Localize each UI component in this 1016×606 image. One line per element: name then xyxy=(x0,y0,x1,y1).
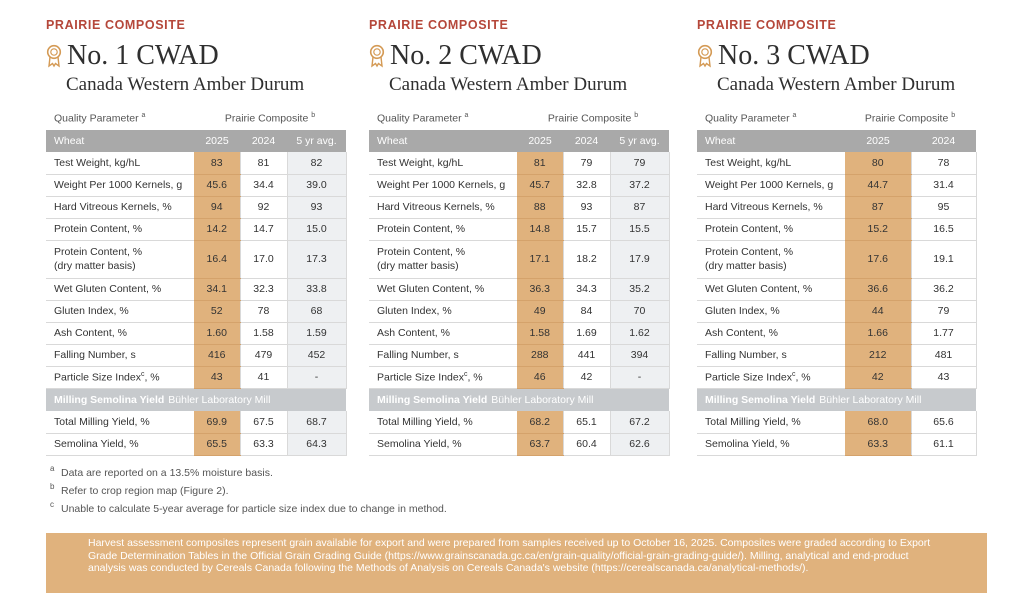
value-2024: 441 xyxy=(563,344,610,366)
value-2024: 65.6 xyxy=(911,411,976,433)
footnote-text: Data are reported on a 13.5% moisture basis. xyxy=(61,467,273,479)
row-label: Hard Vitreous Kernels, % xyxy=(369,196,517,218)
quality-parameter-label: Quality Parameter xyxy=(54,112,139,125)
row-label xyxy=(46,366,194,388)
row-label: Ash Content, % xyxy=(369,322,517,344)
row-label: Falling Number, s xyxy=(46,344,194,366)
value-2025: 1.58 xyxy=(517,322,563,344)
value-2025: 80 xyxy=(845,152,911,174)
footnote-mark: b xyxy=(311,112,316,119)
row-label xyxy=(46,240,194,278)
row-label-text: Particle Size Index xyxy=(705,371,792,384)
value-2025: 1.60 xyxy=(194,322,240,344)
value-2024: 43 xyxy=(911,366,976,388)
table-row xyxy=(369,174,669,196)
row-label xyxy=(697,240,845,278)
milling-heading xyxy=(369,388,669,411)
value-2024: 15.7 xyxy=(563,218,610,240)
table-row xyxy=(697,240,976,278)
footnote-mark: b xyxy=(951,112,956,119)
value-2025: 63.7 xyxy=(517,433,563,455)
table-row xyxy=(46,322,346,344)
value-2025: 63.3 xyxy=(845,433,911,455)
quality-parameter-heading xyxy=(697,112,845,128)
row-label: Falling Number, s xyxy=(697,344,845,366)
footnote-mark: a xyxy=(141,112,146,119)
column-group-header xyxy=(369,112,670,128)
row-label: Gluten Index, % xyxy=(697,300,845,322)
value-2024: 60.4 xyxy=(563,433,610,455)
table-row xyxy=(369,196,669,218)
table-row xyxy=(46,411,346,433)
row-label-line2: (dry matter basis) xyxy=(54,260,136,272)
value-2025: 288 xyxy=(517,344,563,366)
table-row xyxy=(697,218,976,240)
quality-parameter-label: Quality Parameter xyxy=(705,112,790,125)
table-row xyxy=(46,152,346,174)
medal-icon xyxy=(697,44,713,68)
column-group-header xyxy=(697,112,977,128)
table-row xyxy=(697,300,976,322)
footnote-text: Unable to calculate 5-year average for particle size index due to change in method. xyxy=(61,503,447,515)
row-label: Gluten Index, % xyxy=(46,300,194,322)
value-2024: 32.3 xyxy=(240,278,287,300)
milling-title: Milling Semolina Yield xyxy=(377,393,488,406)
row-label: Hard Vitreous Kernels, % xyxy=(46,196,194,218)
value-2025: 1.66 xyxy=(845,322,911,344)
row-label: Gluten Index, % xyxy=(369,300,517,322)
value-5yr-avg: 68 xyxy=(287,300,346,322)
value-2025: 88 xyxy=(517,196,563,218)
value-2025: 14.8 xyxy=(517,218,563,240)
panel-title: No. 2 CWAD xyxy=(390,40,542,71)
value-5yr-avg: 82 xyxy=(287,152,346,174)
value-5yr-avg: 87 xyxy=(610,196,669,218)
quality-parameter-label: Quality Parameter xyxy=(377,112,462,125)
footnote-mark: a xyxy=(464,112,469,119)
table-row xyxy=(46,344,346,366)
header-wheat: Wheat xyxy=(46,130,194,152)
value-2025: 52 xyxy=(194,300,240,322)
row-label: Total Milling Yield, % xyxy=(697,411,845,433)
milling-section-header xyxy=(369,388,669,411)
value-2024: 1.77 xyxy=(911,322,976,344)
value-2024: 93 xyxy=(563,196,610,218)
row-label: Total Milling Yield, % xyxy=(46,411,194,433)
header-2025: 2025 xyxy=(194,130,240,152)
value-2025: 43 xyxy=(194,366,240,388)
milling-subtitle: Bühler Laboratory Mill xyxy=(819,393,922,406)
table-row xyxy=(697,366,976,388)
value-2025: 65.5 xyxy=(194,433,240,455)
value-5yr-avg: 15.5 xyxy=(610,218,669,240)
table-row xyxy=(697,433,976,455)
header-2024: 2024 xyxy=(563,130,610,152)
value-2025: 94 xyxy=(194,196,240,218)
panel-title: No. 3 CWAD xyxy=(718,40,870,71)
table-row xyxy=(369,218,669,240)
value-5yr-avg: 17.3 xyxy=(287,240,346,278)
quality-parameter-heading xyxy=(369,112,517,128)
value-2025: 34.1 xyxy=(194,278,240,300)
row-label: Protein Content, % xyxy=(369,218,517,240)
value-5yr-avg: 68.7 xyxy=(287,411,346,433)
table-row xyxy=(369,152,669,174)
value-2025: 212 xyxy=(845,344,911,366)
value-2024: 41 xyxy=(240,366,287,388)
title-row xyxy=(369,41,670,71)
table-row xyxy=(697,344,976,366)
row-label-text: Particle Size Index xyxy=(377,371,464,384)
quality-parameter-heading xyxy=(46,112,194,128)
row-label-suffix: , % xyxy=(467,371,483,384)
value-2024: 18.2 xyxy=(563,240,610,278)
row-label: Total Milling Yield, % xyxy=(369,411,517,433)
row-label: Ash Content, % xyxy=(46,322,194,344)
value-2024: 1.58 xyxy=(240,322,287,344)
table-row xyxy=(46,174,346,196)
row-label-line2: (dry matter basis) xyxy=(377,260,459,272)
header-2025: 2025 xyxy=(517,130,563,152)
value-2025: 17.1 xyxy=(517,240,563,278)
table-row xyxy=(697,152,976,174)
medal-icon xyxy=(46,44,62,68)
panel-kicker: PRAIRIE COMPOSITE xyxy=(369,18,509,32)
table-row xyxy=(46,366,346,388)
quality-table xyxy=(46,130,347,456)
value-5yr-avg: 35.2 xyxy=(610,278,669,300)
row-label xyxy=(369,366,517,388)
quality-table xyxy=(697,130,977,456)
methodology-note: Harvest assessment composites represent grain available for export and were prepared from samples received up to October 16, 2025. Composites were graded according to Export Grade Determination Tables in the Official Grain Grading Guide (https://www.grainscanada.gc.ca/en/grain-quality/official-grain-grading-guide/). Milling, analytical and end-product analysis was conducted by Cereals Canada following the Methods of Analysis on Cereals Canada's website (https://cerealscanada.ca/analytical-methods/). xyxy=(46,533,987,593)
quality-table xyxy=(369,130,670,456)
header-wheat: Wheat xyxy=(697,130,845,152)
footnote-mark: c xyxy=(50,500,54,509)
value-5yr-avg: 79 xyxy=(610,152,669,174)
footnote-mark: a xyxy=(792,112,797,119)
row-label-line1: Protein Content, % xyxy=(705,246,794,258)
footnote-mark: b xyxy=(50,482,55,491)
table-row xyxy=(46,433,346,455)
prairie-composite-label: Prairie Composite xyxy=(547,112,632,125)
row-label xyxy=(697,366,845,388)
value-5yr-avg: 1.59 xyxy=(287,322,346,344)
row-label: Weight Per 1000 Kernels, g xyxy=(46,174,194,196)
value-5yr-avg: 37.2 xyxy=(610,174,669,196)
value-5yr-avg: 39.0 xyxy=(287,174,346,196)
row-label: Test Weight, kg/hL xyxy=(697,152,845,174)
value-2025: 14.2 xyxy=(194,218,240,240)
milling-section-header xyxy=(697,388,976,411)
value-2024: 479 xyxy=(240,344,287,366)
prairie-composite-label: Prairie Composite xyxy=(864,112,949,125)
value-2024: 67.5 xyxy=(240,411,287,433)
value-5yr-avg: 93 xyxy=(287,196,346,218)
value-2024: 31.4 xyxy=(911,174,976,196)
panel-kicker: PRAIRIE COMPOSITE xyxy=(697,18,837,32)
value-2024: 79 xyxy=(911,300,976,322)
prairie-composite-heading xyxy=(517,112,669,128)
prairie-composite-heading xyxy=(194,112,346,128)
value-2025: 17.6 xyxy=(845,240,911,278)
row-label-line1: Protein Content, % xyxy=(54,246,143,258)
prairie-composite-label: Prairie Composite xyxy=(224,112,309,125)
value-2025: 15.2 xyxy=(845,218,911,240)
value-2024: 95 xyxy=(911,196,976,218)
value-2024: 36.2 xyxy=(911,278,976,300)
value-2025: 44 xyxy=(845,300,911,322)
value-2025: 45.6 xyxy=(194,174,240,196)
value-2025: 87 xyxy=(845,196,911,218)
value-2024: 14.7 xyxy=(240,218,287,240)
value-2024: 16.5 xyxy=(911,218,976,240)
row-label: Hard Vitreous Kernels, % xyxy=(697,196,845,218)
footnote-mark: a xyxy=(50,464,55,473)
value-2025: 16.4 xyxy=(194,240,240,278)
value-5yr-avg: 1.62 xyxy=(610,322,669,344)
value-2024: 65.1 xyxy=(563,411,610,433)
header-2024: 2024 xyxy=(911,130,976,152)
header-wheat: Wheat xyxy=(369,130,517,152)
value-5yr-avg: 62.6 xyxy=(610,433,669,455)
row-label-line2: (dry matter basis) xyxy=(705,260,787,272)
value-2024: 481 xyxy=(911,344,976,366)
value-2024: 42 xyxy=(563,366,610,388)
footnote-mark: c xyxy=(140,370,145,378)
value-2025: 83 xyxy=(194,152,240,174)
row-label: Ash Content, % xyxy=(697,322,845,344)
row-label: Test Weight, kg/hL xyxy=(46,152,194,174)
header-2024: 2024 xyxy=(240,130,287,152)
table-header-row xyxy=(369,130,669,152)
value-5yr-avg: 70 xyxy=(610,300,669,322)
footnote-mark: b xyxy=(634,112,639,119)
value-2025: 44.7 xyxy=(845,174,911,196)
table-row xyxy=(369,322,669,344)
table-row xyxy=(46,278,346,300)
composite-panel-no1 xyxy=(46,18,347,456)
value-5yr-avg: - xyxy=(287,366,346,388)
value-2025: 68.0 xyxy=(845,411,911,433)
table-row xyxy=(369,411,669,433)
value-5yr-avg: 17.9 xyxy=(610,240,669,278)
value-2025: 69.9 xyxy=(194,411,240,433)
value-5yr-avg: 452 xyxy=(287,344,346,366)
footnote-item xyxy=(50,500,447,518)
value-2024: 34.4 xyxy=(240,174,287,196)
table-row xyxy=(697,411,976,433)
value-2025: 45.7 xyxy=(517,174,563,196)
value-5yr-avg: 64.3 xyxy=(287,433,346,455)
milling-subtitle: Bühler Laboratory Mill xyxy=(491,393,594,406)
value-2024: 63.3 xyxy=(240,433,287,455)
title-row xyxy=(46,41,347,71)
table-row xyxy=(697,322,976,344)
footnote-item xyxy=(50,482,447,500)
footnote-item xyxy=(50,464,447,482)
value-5yr-avg: - xyxy=(610,366,669,388)
footnotes xyxy=(50,464,447,518)
value-5yr-avg: 15.0 xyxy=(287,218,346,240)
panel-subtitle: Canada Western Amber Durum xyxy=(66,74,305,95)
table-row xyxy=(46,240,346,278)
row-label: Test Weight, kg/hL xyxy=(369,152,517,174)
footnote-mark: c xyxy=(791,370,796,378)
value-2024: 61.1 xyxy=(911,433,976,455)
footnote-text: Refer to crop region map (Figure 2). xyxy=(61,485,229,497)
milling-title: Milling Semolina Yield xyxy=(705,393,816,406)
composite-panel-no3 xyxy=(697,18,977,456)
milling-section-header xyxy=(46,388,346,411)
panel-kicker: PRAIRIE COMPOSITE xyxy=(46,18,186,32)
value-2024: 19.1 xyxy=(911,240,976,278)
row-label-suffix: , % xyxy=(795,371,811,384)
milling-subtitle: Bühler Laboratory Mill xyxy=(168,393,271,406)
header-5yr-avg: 5 yr avg. xyxy=(287,130,346,152)
value-5yr-avg: 67.2 xyxy=(610,411,669,433)
medal-icon xyxy=(369,44,385,68)
row-label xyxy=(369,240,517,278)
title-row xyxy=(697,41,977,71)
panel-subtitle: Canada Western Amber Durum xyxy=(717,74,956,95)
milling-heading xyxy=(697,388,976,411)
value-2024: 78 xyxy=(911,152,976,174)
value-2025: 46 xyxy=(517,366,563,388)
value-2025: 68.2 xyxy=(517,411,563,433)
row-label-text: Particle Size Index xyxy=(54,371,141,384)
row-label-line1: Protein Content, % xyxy=(377,246,466,258)
value-2024: 79 xyxy=(563,152,610,174)
table-row xyxy=(369,433,669,455)
table-row xyxy=(369,366,669,388)
row-label: Semolina Yield, % xyxy=(46,433,194,455)
value-5yr-avg: 394 xyxy=(610,344,669,366)
value-2024: 78 xyxy=(240,300,287,322)
table-row xyxy=(369,344,669,366)
table-row xyxy=(697,196,976,218)
header-2025: 2025 xyxy=(845,130,911,152)
row-label-suffix: , % xyxy=(144,371,160,384)
row-label: Weight Per 1000 Kernels, g xyxy=(697,174,845,196)
table-row xyxy=(369,278,669,300)
value-2024: 17.0 xyxy=(240,240,287,278)
composite-panel-no2 xyxy=(369,18,670,456)
value-5yr-avg: 33.8 xyxy=(287,278,346,300)
table-row xyxy=(369,240,669,278)
table-row xyxy=(46,300,346,322)
row-label: Semolina Yield, % xyxy=(697,433,845,455)
value-2025: 49 xyxy=(517,300,563,322)
value-2025: 416 xyxy=(194,344,240,366)
row-label: Protein Content, % xyxy=(697,218,845,240)
row-label: Protein Content, % xyxy=(46,218,194,240)
panel-subtitle: Canada Western Amber Durum xyxy=(389,74,628,95)
value-2024: 34.3 xyxy=(563,278,610,300)
table-header-row xyxy=(46,130,346,152)
value-2024: 84 xyxy=(563,300,610,322)
column-group-header xyxy=(46,112,347,128)
row-label: Semolina Yield, % xyxy=(369,433,517,455)
value-2024: 32.8 xyxy=(563,174,610,196)
table-header-row xyxy=(697,130,976,152)
row-label: Wet Gluten Content, % xyxy=(697,278,845,300)
value-2025: 42 xyxy=(845,366,911,388)
row-label: Wet Gluten Content, % xyxy=(46,278,194,300)
prairie-composite-heading xyxy=(845,112,975,128)
row-label: Falling Number, s xyxy=(369,344,517,366)
header-5yr-avg: 5 yr avg. xyxy=(610,130,669,152)
table-row xyxy=(46,218,346,240)
table-row xyxy=(697,174,976,196)
table-row xyxy=(697,278,976,300)
value-2024: 92 xyxy=(240,196,287,218)
value-2025: 81 xyxy=(517,152,563,174)
value-2024: 1.69 xyxy=(563,322,610,344)
milling-heading xyxy=(46,388,346,411)
value-2024: 81 xyxy=(240,152,287,174)
milling-title: Milling Semolina Yield xyxy=(54,393,165,406)
row-label: Wet Gluten Content, % xyxy=(369,278,517,300)
footnote-mark: c xyxy=(463,370,468,378)
panel-title: No. 1 CWAD xyxy=(67,40,219,71)
table-row xyxy=(46,196,346,218)
value-2025: 36.6 xyxy=(845,278,911,300)
row-label: Weight Per 1000 Kernels, g xyxy=(369,174,517,196)
value-2025: 36.3 xyxy=(517,278,563,300)
table-row xyxy=(369,300,669,322)
